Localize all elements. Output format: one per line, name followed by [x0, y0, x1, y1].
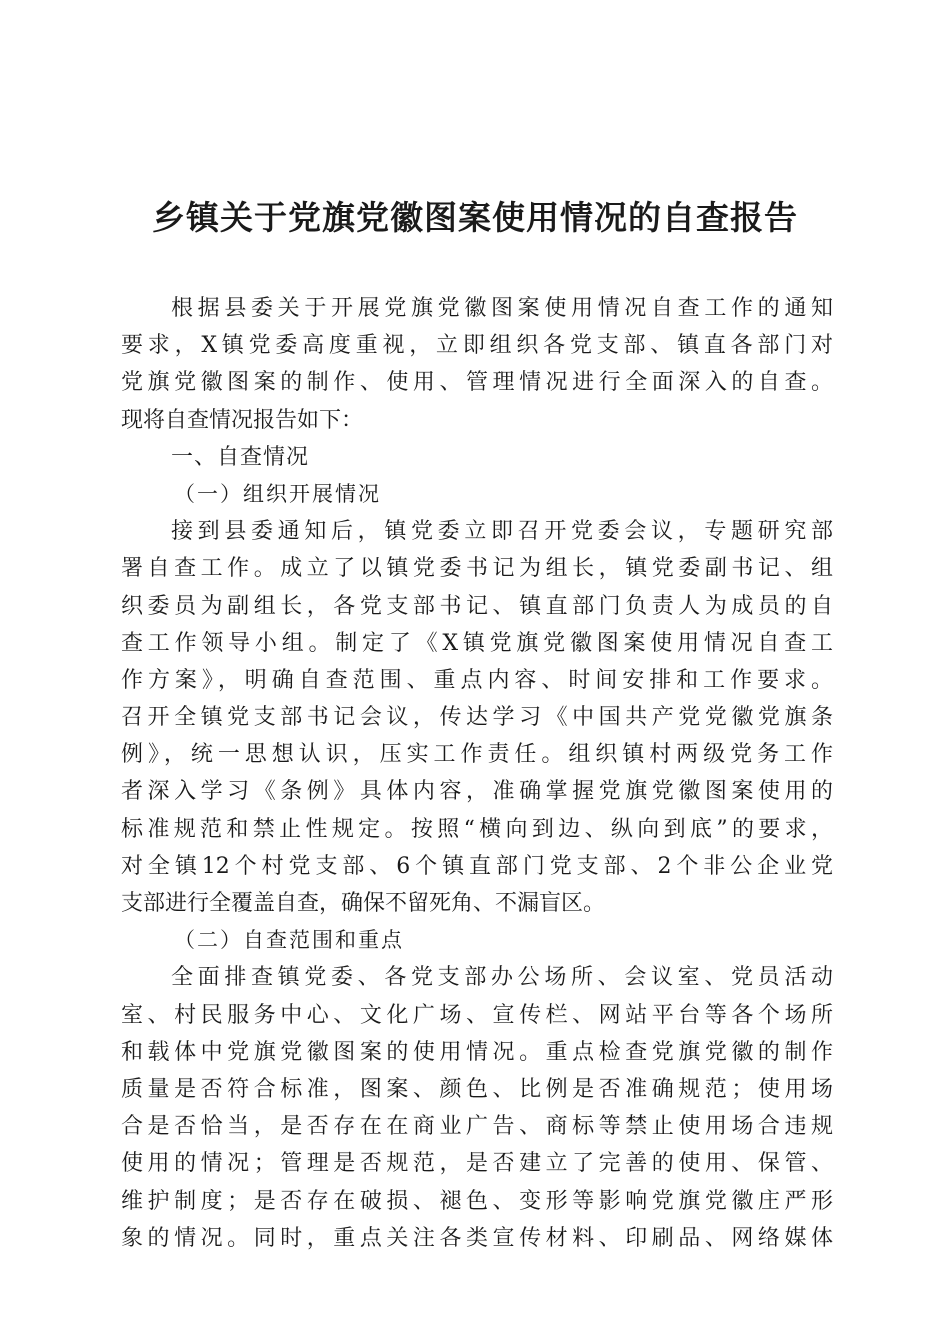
subsection-heading: （一）组织开展情况	[174, 481, 381, 506]
paragraph-line: 者深入学习《条例》具体内容，准确掌握党旗党徽图案使用的	[121, 779, 833, 805]
paragraph-line: 室、村民服务中心、文化广场、宣传栏、网站平台等各个场所	[121, 1002, 833, 1028]
paragraph-line: 对全镇12个村党支部、6个镇直部门党支部、2个非公企业党	[121, 853, 833, 879]
intro-line: 现将自查情况报告如下：	[121, 407, 364, 433]
subsection-heading: （二）自查范围和重点	[174, 928, 404, 953]
paragraph-line: 例》，统一思想认识，压实工作责任。组织镇村两级党务工作	[121, 742, 833, 768]
intro-line: 党旗党徽图案的制作、使用、管理情况进行全面深入的自查。	[121, 370, 833, 396]
paragraph-line: 合是否恰当，是否存在在商业广告、商标等禁止使用场合违规	[121, 1114, 833, 1140]
intro-line: 根据县委关于开展党旗党徽图案使用情况自查工作的通知	[171, 296, 833, 321]
paragraph-line: 维护制度；是否存在破损、褪色、变形等影响党旗党徽庄严形	[121, 1188, 833, 1214]
document-body	[121, 290, 833, 1257]
paragraph-line: 和载体中党旗党徽图案的使用情况。重点检查党旗党徽的制作	[121, 1039, 833, 1065]
paragraph-line: 织委员为副组长，各党支部书记、镇直部门负责人为成员的自	[121, 593, 833, 619]
paragraph-line: 全面排查镇党委、各党支部办公场所、会议室、党员活动	[171, 965, 833, 991]
paragraph-line: 质量是否符合标准，图案、颜色、比例是否准确规范；使用场	[121, 1076, 833, 1102]
paragraph-line: 署自查工作。成立了以镇党委书记为组长，镇党委副书记、组	[121, 556, 833, 582]
paragraph-line: 查工作领导小组。制定了《X镇党旗党徽图案使用情况自查工	[121, 630, 833, 656]
paragraph-line: 召开全镇党支部书记会议，传达学习《中国共产党党徽党旗条	[121, 705, 833, 731]
section-heading: 一、自查情况	[171, 444, 310, 470]
paragraph-line: 标准规范和禁止性规定。按照“横向到边、纵向到底”的要求，	[121, 816, 833, 842]
document-title: 乡镇关于党旗党徽图案使用情况的自查报告	[152, 198, 798, 237]
intro-line: 要求，X镇党委高度重视，立即组织各党支部、镇直各部门对	[121, 333, 833, 359]
paragraph-line: 接到县委通知后，镇党委立即召开党委会议，专题研究部	[171, 519, 833, 545]
paragraph-line: 支部进行全覆盖自查，确保不留死角、不漏盲区。	[121, 891, 606, 916]
paragraph-line: 使用的情况；管理是否规范，是否建立了完善的使用、保管、	[121, 1151, 833, 1177]
paragraph-line: 象的情况。同时，重点关注各类宣传材料、印刷品、网络媒体	[121, 1225, 833, 1251]
paragraph-line: 作方案》，明确自查范围、重点内容、时间安排和工作要求。	[121, 667, 833, 693]
